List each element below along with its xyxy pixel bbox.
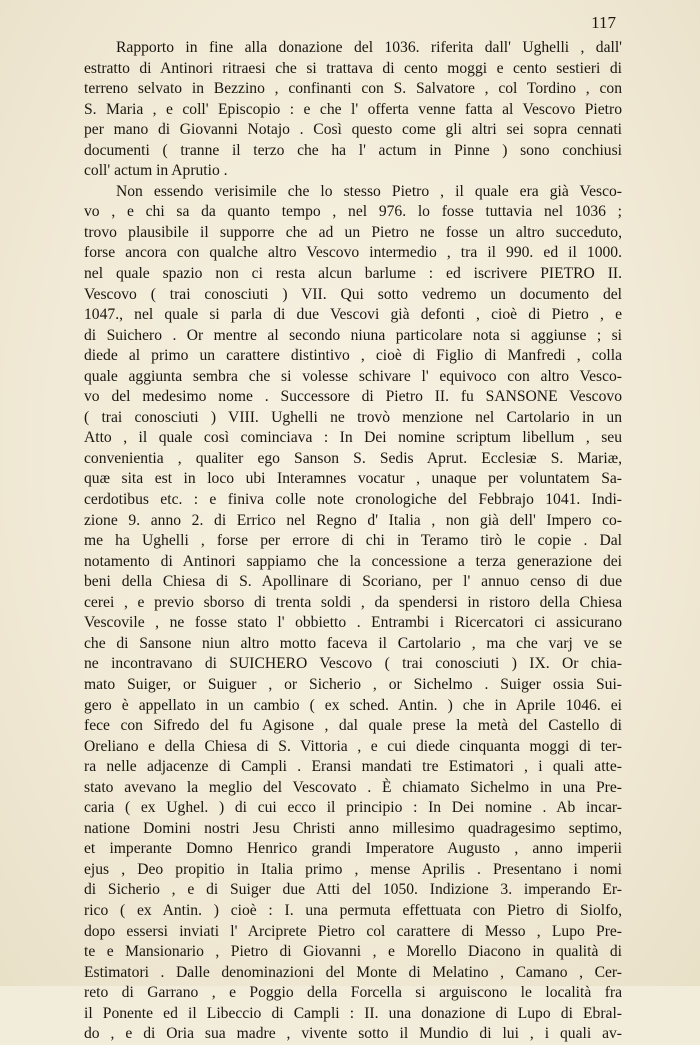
text-line: vo , e chi sa da quanto tempo , nel 976. lo fosse tuttavia nel 1036 ; — [84, 203, 622, 221]
text-line: di Sicherio , e di Suiger due Atti del 1050. Indizione 3. imperando Er- — [84, 881, 622, 899]
text-line: ( trai conosciuti ) VIII. Ughelli ne trovò menzione nel Cartolario in un — [84, 408, 622, 426]
text-line: estratto di Antinori ritraesi che si trattava di cento moggi e cento sestieri di — [84, 59, 622, 77]
text-line: cerei , e previo sborso di trenta soldi , da spendersi in ristoro della Chiesa — [84, 593, 622, 611]
text-line: per mano di Giovanni Notajo . Così questo come gli altri sei sopra cennati — [84, 121, 622, 139]
text-line: Estimatori . Dalle denominazioni del Monte di Melatino , Camano , Cer- — [84, 963, 622, 981]
text-line: ejus , Deo propitio in Italia primo , mense Aprilis . Presentano i nomi — [84, 860, 622, 878]
text-line: dopo essersi inviati l' Arciprete Pietro col carattere di Messo , Lupo Pre- — [84, 922, 622, 940]
text-line: fece con Sifredo del fu Agisone , dal quale prese la metà del Castello di — [84, 717, 622, 735]
text-line: vo del medesimo nome . Successore di Pietro II. fu SANSONE Vescovo — [84, 388, 622, 406]
text-line: zione 9. anno 2. di Errico nel Regno d' Italia , non già dell' Impero co- — [84, 511, 622, 529]
text-line: Atto , il quale così cominciava : In Dei nomine scriptum libellum , seu — [84, 429, 622, 447]
body-text — [84, 38, 622, 1045]
text-line: documenti ( tranne il terzo che ha l' actum in Pinne ) sono conchiusi — [84, 141, 622, 159]
text-line: do , e di Oria sua madre , vivente sotto il Mundio di lui , i quali av- — [84, 1025, 622, 1043]
text-line: Oreliano e della Chiesa di S. Vittoria , e cui diede cinquanta moggi di ter- — [84, 737, 622, 755]
text-line: rico ( ex Antin. ) cioè : I. una permuta effettuata con Pietro di Siolfo, — [84, 901, 622, 919]
text-line: ra nelle adjacenze di Campli . Eransi mandati tre Estimatori , i quali atte- — [84, 758, 622, 776]
text-line: che di Sansone niun altro motto faceva il Cartolario , ma che varj ve se — [84, 634, 622, 652]
text-line: me ha Ughelli , forse per errore di chi in Teramo tirò le copie . Dal — [84, 532, 622, 550]
text-line: forse ancora con qualche altro Vescovo intermedio , tra il 990. ed il 1000. — [84, 244, 622, 262]
text-line: Non essendo verisimile che lo stesso Pietro , il quale era già Vesco- — [116, 182, 622, 200]
text-line: nel quale spazio non ci resta alcun barlume : ed iscrivere PIETRO II. — [84, 265, 622, 283]
page-number: 117 — [591, 13, 616, 32]
text-line: convenientia , qualiter ego Sanson S. Sedis Aprut. Ecclesiæ S. Mariæ, — [84, 449, 622, 467]
text-line: natione Domini nostri Jesu Christi anno millesimo quadragesimo septimo, — [84, 819, 622, 837]
text-line: S. Maria , e coll' Episcopio : e che l' offerta venne fatta al Vescovo Pietro — [84, 100, 622, 118]
text-line: terreno selvato in Bezzino , confinanti con S. Salvatore , col Tordino , con — [84, 80, 622, 98]
text-line: gero è appellato in un cambio ( ex sched. Antin. ) che in Aprile 1046. ei — [84, 696, 622, 714]
text-line: quale aggiunta sembra che si volesse schivare l' equivoco con altro Vesco- — [84, 367, 622, 385]
text-line: et imperante Domno Henrico grandi Imperatore Augusto , anno imperii — [84, 840, 622, 858]
text-line: il Ponente ed il Libeccio di Campli : II. una donazione di Lupo di Ebral- — [84, 1004, 622, 1022]
text-line: te e Mansionario , Pietro di Giovanni , e Morello Diacono in qualità di — [84, 943, 622, 961]
text-line: Rapporto in fine alla donazione del 1036. riferita dall' Ughelli , dall' — [116, 39, 622, 56]
text-line: quæ sita est in loco ubi Interamnes vocatur , unaque per voluntatem Sa- — [84, 470, 622, 488]
text-line: Vescovo ( trai conosciuti ) VII. Qui sotto vedremo un documento del — [84, 285, 622, 303]
text-line: trovo plausibile il supporre che ad un Pietro ne fosse un altro succeduto, — [84, 223, 622, 241]
text-line: cerdotibus etc. : e finiva colle note cronologiche del Febbrajo 1041. Indi- — [84, 491, 622, 509]
text-line: coll' actum in Aprutio . — [84, 162, 228, 180]
text-line: caria ( ex Ughel. ) di cui ecco il principio : In Dei nomine . Ab incar- — [84, 799, 622, 817]
text-line: ne incontravano di SUICHERO Vescovo ( trai conosciuti ) IX. Or chia- — [84, 655, 622, 673]
text-line: stato avevano la meglio del Vescovato . È chiamato Sichelmo in una Pre- — [84, 778, 622, 796]
text-line: Vescovile , ne fosse stato l' obbietto . Entrambi i Ricercatori ci assicurano — [84, 614, 622, 632]
text-line: diede al primo un carattere distintivo , cioè di Figlio di Manfredi , colla — [84, 347, 622, 365]
text-line: reto di Garrano , e Poggio della Forcella si arguiscono le località fra — [84, 984, 622, 1002]
text-line: beni della Chiesa di S. Apollinare di Scoriano, per l' annuo censo di due — [84, 573, 622, 591]
text-line: notamento di Antinori sappiamo che la concessione a terza generazione dei — [84, 552, 622, 570]
text-line: mato Suiger, or Suiguer , or Sicherio , or Sichelmo . Suiger ossia Sui- — [84, 675, 622, 693]
text-line: 1047., nel quale si parla di due Vescovi già defonti , cioè di Pietro , e — [84, 306, 622, 324]
text-line: di Suichero . Or mentre al secondo niuna particolare nota si aggiunse ; si — [84, 326, 622, 344]
